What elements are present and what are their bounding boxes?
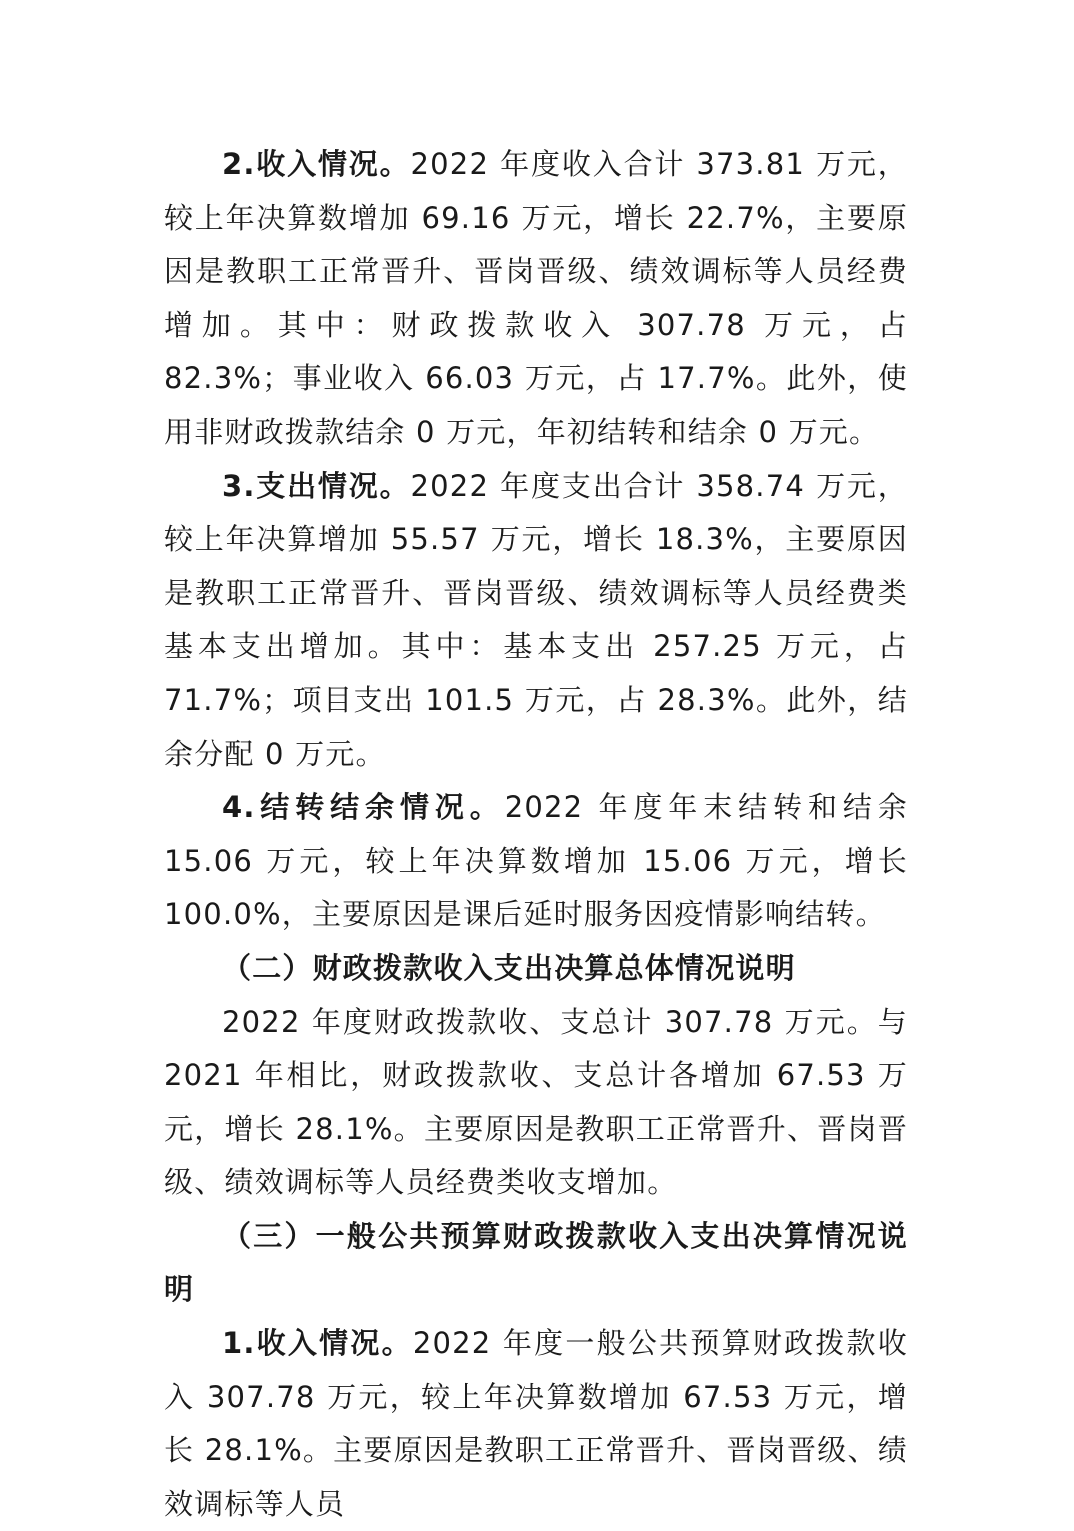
paragraph-text: 2022 年度一般公共预算财政拨款收入 307.78 万元，较上年决算数增加 67.53 万元，增长 28.1%。主要原因是教职工正常晋升、晋岗晋级、绩效调标等人员 [164, 1326, 908, 1521]
paragraph-lead: 4.结转结余情况。 [222, 790, 505, 825]
section-heading-2: （二）财政拨款收入支出决算总体情况说明 [222, 950, 796, 985]
section-heading-3: （三）一般公共预算财政拨款收入支出决算情况说明 [164, 1218, 908, 1307]
paragraph-income [164, 138, 908, 460]
paragraph-text: 2022 年度收入合计 373.81 万元，较上年决算数增加 69.16 万元，增长 22.7%，主要原因是教职工正常晋升、晋岗晋级、绩效调标等人员经费增加。其中：财政拨款收入 307.78 万元，占 82.3%；事业收入 66.03 万元，占 17.7%。此外，使用非财政拨款结余 0 万元，年初结转和结余 0 万元。 [164, 147, 908, 449]
paragraph-expenditure [164, 460, 908, 782]
paragraph-carryover [164, 781, 908, 942]
paragraph-text: 2022 年度支出合计 358.74 万元，较上年决算增加 55.57 万元，增长 18.3%，主要原因是教职工正常晋升、晋岗晋级、绩效调标等人员经费类基本支出增加。其中：基本支出 257.25 万元，占 71.7%；项目支出 101.5 万元，占 28.3%。此外，结余分配 0 万元。 [164, 468, 908, 771]
paragraph-fiscal-total [164, 996, 908, 1210]
paragraph-lead: 3.支出情况。 [222, 468, 411, 503]
document-body [164, 138, 908, 1531]
paragraph-lead: 2.收入情况。 [222, 147, 411, 181]
paragraph-lead: 1.收入情况。 [222, 1326, 413, 1361]
paragraph-text: 2022 年度年末结转和结余 15.06 万元，较上年决算数增加 15.06 万元，增长 100.0%，主要原因是课后延时服务因疫情影响结转。 [164, 790, 908, 932]
paragraph-text: 2022 年度财政拨款收、支总计 307.78 万元。与 2021 年相比，财政拨款收、支总计各增加 67.53 万元，增长 28.1%。主要原因是教职工正常晋升、晋岗晋级、绩效调标等人员经费类收支增加。 [164, 1004, 908, 1200]
paragraph-general-budget-income [164, 1317, 908, 1531]
